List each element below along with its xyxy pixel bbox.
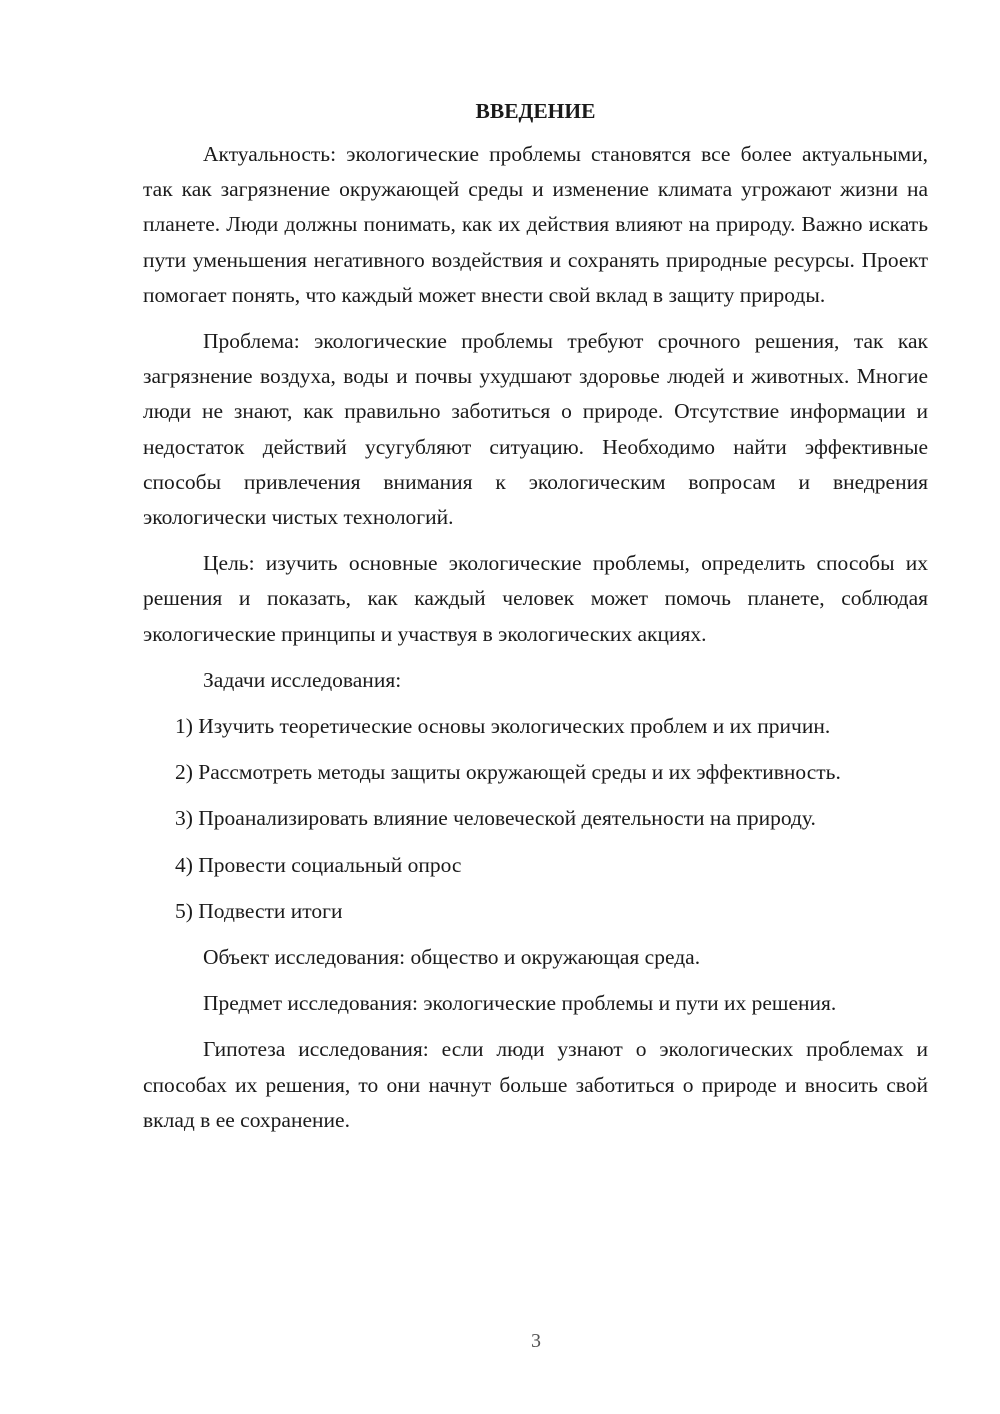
paragraph-problem: Проблема: экологические проблемы требуют срочного решения, так как загрязнение воздуха, воды и почвы ухудшают здоровье людей и животных. Многие люди не знают, как правильно заботиться о природе. Отсутствие информации и недостаток действий усугубляют ситуацию. Необходимо найти эффективные способы привлечения внимания к экологическим вопросам и внедрения экологически чистых технологий. <box>143 329 928 530</box>
paragraph-subject: Предмет исследования: экологические проблемы и пути их решения. <box>203 991 837 1016</box>
task-item-4: 4) Провести социальный опрос <box>175 852 462 877</box>
paragraph-goal: Цель: изучить основные экологические проблемы, определить способы их решения и показать, как каждый человек может помочь планете, соблюдая экологические принципы и участвуя в экологических акциях. <box>143 551 928 646</box>
task-item-3: 3) Проанализировать влияние человеческой деятельности на природу. <box>175 806 816 831</box>
page-number: 3 <box>531 1330 541 1352</box>
page-title: ВВЕДЕНИЕ <box>475 99 596 123</box>
tasks-heading: Задачи исследования: <box>203 667 402 692</box>
paragraph-relevance: Актуальность: экологические проблемы становятся все более актуальными, так как загрязнение окружающей среды и изменение климата угрожают жизни на планете. Люди должны понимать, как их действия влияют на природу. Важно искать пути уменьшения негативного воздействия и сохранять природные ресурсы. Проект помогает понять, что каждый может внести свой вклад в защиту природы. <box>143 142 928 307</box>
task-item-5: 5) Подвести итоги <box>175 898 343 923</box>
paragraph-hypothesis: Гипотеза исследования: если люди узнают о экологических проблемах и способах их решения, то они начнут больше заботиться о природе и вносить свой вклад в ее сохранение. <box>143 1037 928 1132</box>
task-item-2: 2) Рассмотреть методы защиты окружающей среды и их эффективность. <box>175 760 841 785</box>
document-page <box>143 95 928 1149</box>
paragraph-object: Объект исследования: общество и окружающая среда. <box>203 945 701 970</box>
task-item-1: 1) Изучить теоретические основы экологических проблем и их причин. <box>175 714 831 739</box>
